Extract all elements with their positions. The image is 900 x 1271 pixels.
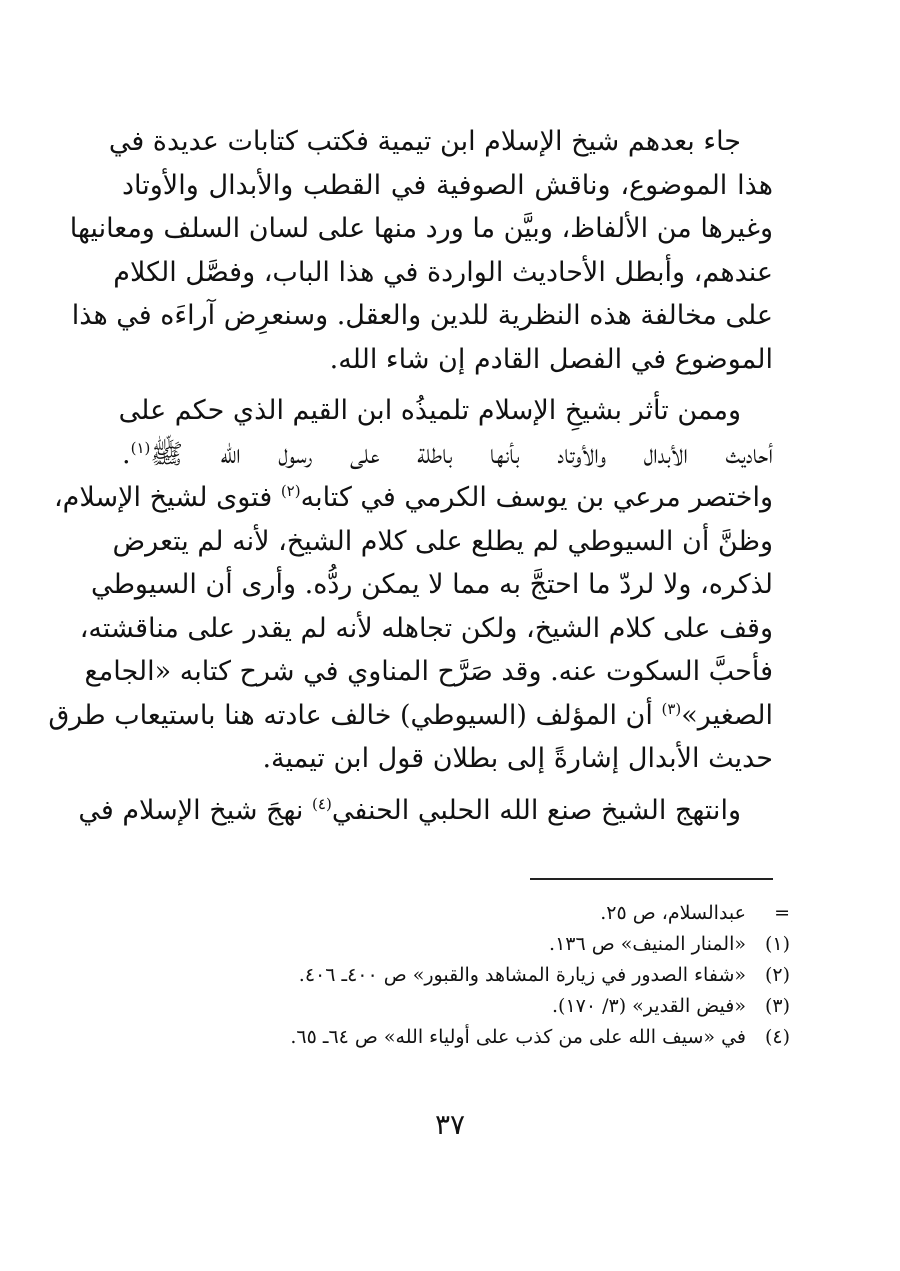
- footnote-item: [200, 960, 790, 991]
- text-line: [112, 520, 773, 564]
- text-segment: وانتهج الشيخ صنع الله الحلبي الحنفي: [331, 794, 741, 826]
- footnote-ref-3[interactable]: (٣): [661, 699, 682, 718]
- text-segment: لذكره، ولا لردّ ما احتجَّ به مما لا يمكن ردُّه. وأرى أن السيوطي: [90, 569, 773, 600]
- text-segment: فأحبَّ السكوت عنه. وقد صَرَّح المناوي في شرح كتابه «الجامع: [84, 656, 773, 687]
- footnote-item: [200, 991, 790, 1022]
- text-line: وغيرها من الألفاظ، وبيَّن ما ورد منها على لسان السلف ومعانيها: [69, 213, 773, 244]
- paragraph-3: [78, 789, 773, 833]
- text-line: هذا الموضوع، وناقش الصوفية في القطب والأبدال والأوتاد: [122, 169, 773, 201]
- text-line: [53, 476, 773, 520]
- paragraph-1: [69, 120, 773, 381]
- text-segment: حديث الأبدال إشارةً إلى بطلان قول ابن تيمية.: [262, 743, 773, 774]
- text-segment: الصغير»: [681, 699, 773, 731]
- text-segment: نهجَ شيخ الإسلام في: [78, 794, 313, 826]
- footnote-marker: (٢): [764, 964, 790, 986]
- footnote-item: [200, 898, 790, 929]
- main-text: [48, 120, 773, 840]
- text-segment: أن المؤلف (السيوطي) خالف عادته هنا باستيعاب طرق: [48, 699, 662, 731]
- footnote-text: في «سيف الله على من كذب على أولياء الله» ص ٦٤ـ ٦٥.: [290, 1026, 746, 1048]
- text-segment: أحاديث الأبدال والأوتاد بأنها باطلة على رسول الله ﷺ: [150, 438, 773, 470]
- footnote-marker: =: [774, 902, 790, 924]
- page-number: ٣٧: [434, 1108, 466, 1141]
- text-line: على مخالفة هذه النظرية للدين والعقل. وسنعرِض آراءَه في هذا: [71, 300, 773, 331]
- footnote-text: عبدالسلام، ص ٢٥.: [600, 902, 746, 924]
- text-segment: وظنَّ أن السيوطي لم يطلع على كلام الشيخ، لأنه لم يتعرض: [112, 525, 773, 557]
- footnote-ref-1[interactable]: (١): [130, 438, 151, 457]
- text-line: [48, 694, 773, 738]
- text-segment: وقف على كلام الشيخ، ولكن تجاهله لأنه لم يقدر على مناقشته،: [79, 612, 773, 644]
- text-line: الموضوع في الفصل القادم إن شاء الله.: [329, 343, 773, 375]
- footnote-marker: (٤): [764, 1026, 790, 1048]
- footnote-marker: (٣): [764, 995, 790, 1017]
- text-line: عندهم، وأبطل الأحاديث الواردة في هذا الباب، وفصَّل الكلام: [113, 256, 773, 288]
- text-line: [90, 563, 773, 607]
- text-line: [122, 737, 773, 781]
- footnote-item: [200, 929, 790, 960]
- footnote-marker: (١): [764, 933, 790, 955]
- text-segment: .: [122, 438, 131, 470]
- footnote-ref-4[interactable]: (٤): [312, 794, 332, 813]
- text-segment: وممن تأثر بشيخِ الإسلام تلميذُه ابن القيم الذي حكم على: [118, 395, 741, 426]
- footnotes: [200, 898, 790, 1053]
- text-segment: فتوى لشيخ الإسلام،: [53, 482, 281, 513]
- footnote-text: «شفاء الصدور في زيارة المشاهد والقبور» ص ٤٠٠ـ ٤٠٦.: [298, 964, 746, 986]
- text-line: [118, 389, 773, 433]
- footnote-text: «فيض القدير» (٣/ ١٧٠).: [551, 995, 746, 1017]
- text-line: [84, 650, 773, 694]
- footnote-separator: [530, 878, 773, 880]
- text-line: [78, 789, 773, 833]
- text-line: [122, 433, 773, 477]
- text-segment: واختصر مرعي بن يوسف الكرمي في كتابه: [300, 482, 773, 513]
- text-line: [79, 607, 773, 651]
- paragraph-2: [48, 389, 773, 781]
- footnote-ref-2[interactable]: (٢): [280, 482, 301, 500]
- footnote-item: [200, 1022, 790, 1053]
- footnote-text: «المنار المنيف» ص ١٣٦.: [549, 933, 746, 955]
- text-line: جاء بعدهم شيخ الإسلام ابن تيمية فكتب كتابات عديدة في: [108, 126, 741, 157]
